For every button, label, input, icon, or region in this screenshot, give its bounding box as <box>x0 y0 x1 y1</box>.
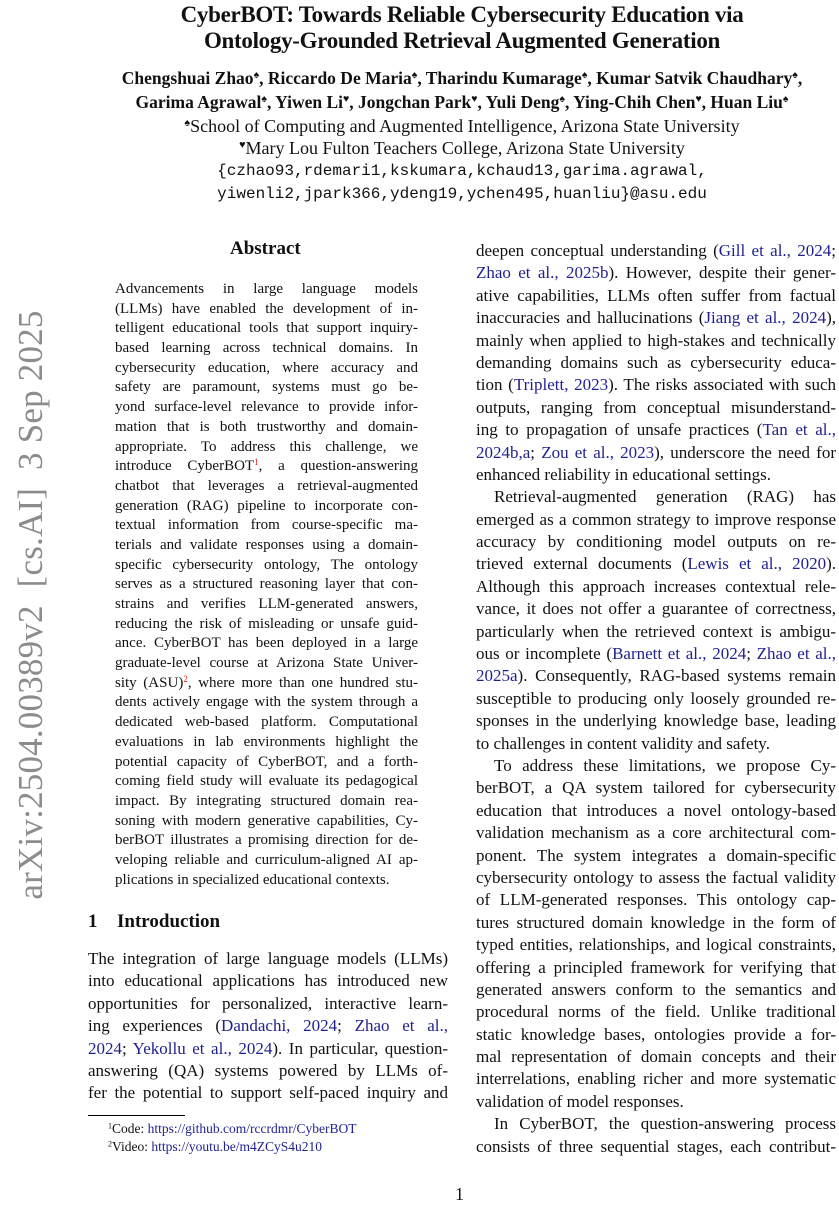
text: ). Consequently, RAG-based systems remain <box>517 666 836 686</box>
citation-link[interactable]: Zhao et al., <box>756 644 836 664</box>
text: education that introduces a novel ontology-based <box>476 800 836 820</box>
author-line-2: Garima Agrawal♠, Yiwen Li♥, Jongchan Park♥, Yuli Deng♠, Ying-Chih Chen♥, Huan Liu♠ <box>135 92 789 112</box>
text: mainly when applied to high-stakes and technically <box>476 330 836 350</box>
text: ; <box>337 1016 355 1036</box>
text: plications in specialized educational contexts. <box>115 871 390 888</box>
text-line <box>115 339 418 359</box>
text-line <box>115 693 418 713</box>
text-line <box>115 595 418 615</box>
text: opportunities for personalized, interactive learn- <box>88 993 448 1013</box>
citation-link[interactable]: 2024 <box>88 1038 122 1058</box>
text: dents actively engage with the system through a <box>115 694 418 711</box>
text-line <box>115 772 418 792</box>
citation-link[interactable]: Dandachi, 2024 <box>221 1016 338 1036</box>
text: validation of model responses. <box>476 1091 684 1111</box>
text: specific cybersecurity ontology, The ontology <box>115 556 418 573</box>
text: answering (QA) systems powered by LLMs of- <box>88 1060 448 1080</box>
author-affiliation-mark: ♠ <box>782 94 789 106</box>
author-name: Huan Liu <box>710 92 783 112</box>
author-name: Chengshuai Zhao <box>121 68 254 88</box>
text: ). <box>826 554 836 574</box>
text: procedural norms of the field. Unlike traditional <box>476 1002 836 1022</box>
text-line <box>476 598 836 620</box>
author-affiliation-mark: ♠ <box>411 70 418 82</box>
citation-link[interactable]: Triplett, 2023 <box>513 375 609 395</box>
text: berBOT, a QA system tailored for cybersecurity <box>476 778 836 798</box>
footnote-divider <box>88 1115 185 1116</box>
page-number: 1 <box>455 1184 464 1204</box>
text-line <box>476 464 836 486</box>
text-line <box>88 970 448 992</box>
text: into educational applications has introduced new <box>88 971 448 991</box>
text: mation that is both trustworthy and domain- <box>115 418 418 435</box>
email-line-2: yiwenli2,jpark366,ydeng19,ychen495,huanliu}@asu.edu <box>217 185 707 203</box>
text: The integration of large language models (LLMs) <box>88 949 448 968</box>
text-line <box>476 912 836 934</box>
text-line <box>476 486 836 508</box>
text: chatbot that leverages a retrieval-augmented <box>115 477 418 494</box>
text-line <box>476 374 836 396</box>
text-line <box>115 634 418 654</box>
text-line <box>88 1038 448 1060</box>
author-affiliation-mark: ♠ <box>792 70 798 82</box>
text-line <box>476 688 836 710</box>
text: offering a principled framework for verifying that <box>476 957 836 977</box>
text: inaccuracies and hallucinations ( <box>476 308 705 328</box>
text-line <box>115 457 418 477</box>
text: based learning across technical domains. In <box>115 340 418 357</box>
text: enhanced reliability in educational settings. <box>476 464 772 484</box>
text: ). The risks associated with such <box>608 375 836 395</box>
text: veloping reliable and curriculum-aligned AI ap- <box>115 851 418 868</box>
text-line <box>115 851 418 871</box>
text-line <box>88 1060 448 1082</box>
text-line <box>476 1001 836 1023</box>
text: mal representation of domain concepts and their <box>476 1047 836 1067</box>
author-name: Garima Agrawal <box>135 92 262 112</box>
text-line <box>115 378 418 398</box>
citation-link[interactable]: Zhao et al., <box>354 1016 448 1036</box>
footnote-code-link[interactable]: https://github.com/rccrdmr/CyberBOT <box>147 1121 357 1136</box>
text-line <box>115 497 418 517</box>
text-line <box>476 330 836 352</box>
affiliation-text: School of Computing and Augmented Intelligence, Arizona State University <box>190 116 740 136</box>
text-line <box>476 509 836 531</box>
text-line <box>115 733 418 753</box>
text: accuracy by conditioning model outputs on re- <box>476 532 836 552</box>
text-line <box>115 280 418 300</box>
text-line <box>115 477 418 497</box>
text: cybersecurity education, where accuracy and <box>115 359 418 376</box>
text-line <box>88 948 448 970</box>
affiliation-2 <box>0 137 839 159</box>
text: berBOT illustrates a promising direction for de- <box>115 832 418 849</box>
affiliation-text: Mary Lou Fulton Teachers College, Arizona State University <box>245 138 685 158</box>
text-line <box>476 710 836 732</box>
text: ), underscore the need for <box>654 442 836 462</box>
text: ; <box>746 644 757 664</box>
text: In CyberBOT, the question-answering process <box>494 1114 836 1134</box>
text: telligent educational tools that support inquiry- <box>115 320 418 337</box>
author-name: Yuli Deng <box>485 92 560 112</box>
text-line <box>476 733 836 755</box>
text-line <box>476 285 836 307</box>
text-line <box>476 307 836 329</box>
footnote-number: 2 <box>108 1139 113 1149</box>
footnote-label: Video: <box>112 1139 152 1154</box>
text: sity (ASU) <box>115 674 184 691</box>
abstract-body <box>115 280 418 890</box>
text-line <box>476 262 836 284</box>
footnote-2 <box>108 1138 322 1156</box>
text: ative capabilities, LLMs often suffer from factual <box>476 285 836 305</box>
text-line <box>476 1136 836 1158</box>
text-line <box>476 240 836 262</box>
affiliation-mark: ♥ <box>239 139 246 152</box>
affiliation-mark: ♠ <box>184 117 191 130</box>
text: vance, it does not offer a guarantee of correctness, <box>476 599 836 619</box>
text-line <box>476 531 836 553</box>
text: ponent. The system integrates a domain-specific <box>476 845 836 865</box>
text-line <box>476 397 836 419</box>
text: Although this approach increases contextual rele- <box>476 576 836 596</box>
text: cybersecurity ontology to assess the factual validity <box>476 867 836 887</box>
text-line <box>115 654 418 674</box>
text-line <box>476 777 836 799</box>
text: consists of three sequential stages, each contribut- <box>476 1136 836 1156</box>
text: strains and verifies LLM-generated answers, <box>115 596 418 612</box>
text-line <box>115 359 418 379</box>
text: soning with modern generative capabilities, Cy- <box>115 812 418 829</box>
author-name: Yiwen Li <box>275 92 343 112</box>
text: Retrieval-augmented generation (RAG) has <box>494 487 836 507</box>
text-line <box>476 576 836 598</box>
text: graduate-level course at Arizona State Univer- <box>115 655 418 672</box>
text: yond surface-level relevance to provide infor- <box>115 399 418 416</box>
text-line <box>476 979 836 1001</box>
text-line <box>115 575 418 595</box>
footnote-number: 1 <box>108 1121 113 1131</box>
text: Advancements in large language models <box>115 281 418 297</box>
footnote-video-link[interactable]: https://youtu.be/m4ZCyS4u210 <box>151 1139 322 1154</box>
citation-link[interactable]: Gill et al., 2024 <box>718 241 832 260</box>
text-line <box>115 674 418 694</box>
text-line <box>476 755 836 777</box>
text: interrelations, enabling richer and more systematic <box>476 1069 836 1089</box>
text-line <box>476 643 836 665</box>
text-line <box>88 993 448 1015</box>
text: potential capacity of CyberBOT, and a forth- <box>115 753 418 770</box>
text-line <box>115 831 418 851</box>
text: ance. CyberBOT has been deployed in a large <box>115 635 418 652</box>
footnote-ref[interactable]: 1 <box>254 457 259 468</box>
text: ). In particular, question- <box>272 1038 448 1058</box>
text: ), <box>826 308 836 328</box>
text: appropriate. To address this challenge, we <box>115 438 418 455</box>
text: of LLM-generated responses. This ontology cap- <box>476 890 836 910</box>
text: sponses in the underlying knowledge base, leading <box>476 711 836 731</box>
text: generation (RAG) pipeline to incorporate con- <box>115 497 418 514</box>
arxiv-stamp: arXiv:2504.00389v2 [cs.AI] 3 Sep 2025 <box>11 310 50 900</box>
text: evaluations in lab environments highlight the <box>115 733 418 750</box>
text: (LLMs) have enabled the development of in- <box>115 300 418 317</box>
email-line-1: {czhao93,rdemari1,kskumara,kchaud13,garima.agrawal, <box>217 162 707 180</box>
text: trieved external documents ( <box>476 554 688 574</box>
text: validation mechanism as a core architectural com- <box>476 823 836 843</box>
author-name: Tharindu Kumarage <box>425 68 582 88</box>
text-line <box>115 300 418 320</box>
text-line <box>476 1068 836 1090</box>
abstract-heading: Abstract <box>230 238 301 259</box>
footnote-label: Code: <box>112 1121 148 1136</box>
citation-link[interactable]: Zou et al., 2023 <box>541 442 655 462</box>
author-affiliation-mark: ♥ <box>695 94 702 106</box>
citation-link[interactable]: Yekollu et al., 2024 <box>132 1038 273 1058</box>
text-line <box>115 516 418 536</box>
author-affiliation-mark: ♠ <box>581 70 588 82</box>
text: introduce CyberBOT <box>115 458 255 475</box>
citation-link[interactable]: Barnett et al., 2024 <box>612 644 747 664</box>
text-line <box>476 889 836 911</box>
text-line <box>476 845 836 867</box>
text-line <box>115 556 418 576</box>
text: impact. By integrating structured domain rea- <box>115 792 418 809</box>
text-line <box>115 615 418 635</box>
text-line <box>476 867 836 889</box>
text: emerged as a common strategy to improve response <box>476 509 836 529</box>
footnote-ref[interactable]: 2 <box>183 673 188 684</box>
text: static knowledge bases, ontologies provide a for- <box>476 1024 836 1044</box>
text: tion ( <box>476 375 514 395</box>
text: terials and validate responses using a domain- <box>115 536 418 553</box>
citation-link[interactable]: Lewis et al., 2020 <box>687 554 827 574</box>
author-line-1: Chengshuai Zhao♠, Riccardo De Maria♠, Tharindu Kumarage♠, Kumar Satvik Chaudhary♠, <box>121 68 803 88</box>
text: ; <box>122 1038 133 1058</box>
text-line <box>115 713 418 733</box>
author-name: Jongchan Park <box>357 92 472 112</box>
introduction-right-column <box>476 240 836 1158</box>
text: ous or incomplete ( <box>476 644 613 664</box>
footnote-1 <box>108 1120 357 1138</box>
text-line <box>476 822 836 844</box>
author-name: Riccardo De Maria <box>267 68 412 88</box>
text-line <box>115 438 418 458</box>
author-name: Ying-Chih Chen <box>573 92 696 112</box>
text-line <box>476 621 836 643</box>
text: generated answers conform to the semantics and <box>476 979 836 999</box>
text: safety are paramount, systems must go be- <box>115 379 418 396</box>
affiliation-1 <box>0 115 839 137</box>
text: demanding domains such as cybersecurity educa- <box>476 352 836 372</box>
text: deepen conceptual understanding ( <box>476 241 719 260</box>
text-line <box>88 1015 448 1037</box>
text: ). However, despite their gener- <box>608 263 836 283</box>
text-line <box>476 665 836 687</box>
author-affiliation-mark: ♠ <box>261 94 267 106</box>
citation-link[interactable]: 2024b,a <box>476 442 531 462</box>
text-line <box>476 800 836 822</box>
text-line <box>476 553 836 575</box>
text-line <box>476 1046 836 1068</box>
text-line <box>115 398 418 418</box>
text: serves as a structured reasoning layer that con- <box>115 576 418 593</box>
author-affiliation-mark: ♥ <box>343 94 350 106</box>
text: To address these limitations, we propose Cy- <box>494 755 836 775</box>
text: ing to propagation of unsafe practices ( <box>476 420 763 440</box>
text-line <box>115 319 418 339</box>
text: particularly when the retrieved context is ambigu- <box>476 621 836 641</box>
text: , where more than one hundred stu- <box>187 674 418 691</box>
text: ; <box>530 442 542 462</box>
paper-title-line-2: Ontology-Grounded Retrieval Augmented Generation <box>203 28 721 53</box>
text: ing experiences ( <box>88 1016 222 1036</box>
text: textual information from course-specific ma- <box>115 517 418 534</box>
text-line <box>115 792 418 812</box>
text-line <box>476 1024 836 1046</box>
text-line <box>115 871 418 891</box>
author-affiliation-mark: ♥ <box>471 94 478 106</box>
text-line <box>115 536 418 556</box>
text-line <box>115 418 418 438</box>
author-affiliation-mark: ♠ <box>559 94 565 106</box>
text-line <box>476 1091 836 1113</box>
section-heading-introduction: Introduction <box>117 911 221 932</box>
text: dedicated web-based platform. Computational <box>115 714 418 731</box>
text-line <box>476 442 836 464</box>
text-line <box>476 957 836 979</box>
text: ; <box>831 241 836 260</box>
citation-link[interactable]: Jiang et al., 2024 <box>704 308 827 328</box>
text-line <box>476 934 836 956</box>
text: tures structured domain knowledge in the form of <box>476 912 836 932</box>
text-line <box>115 812 418 832</box>
text: , a question-answering <box>258 458 418 475</box>
citation-link[interactable]: Tan et al., <box>762 420 836 440</box>
text-line <box>476 352 836 374</box>
text: outputs, ranging from conceptual misunderstand- <box>476 397 836 417</box>
introduction-left-column <box>88 948 448 1105</box>
text: typed entities, relationships, and logical constraints, <box>476 935 836 955</box>
text-line <box>115 753 418 773</box>
text: coming field study will evaluate its pedagogical <box>115 773 418 790</box>
text-line <box>88 1082 448 1104</box>
author-affiliation-mark: ♠ <box>253 70 260 82</box>
text-line <box>476 1113 836 1135</box>
text: reducing the risk of misleading or unsafe guid- <box>115 615 418 632</box>
text-line <box>476 419 836 441</box>
text: to challenges in content validity and safety. <box>476 733 770 753</box>
citation-link[interactable]: Zhao et al., 2025b <box>476 263 609 283</box>
citation-link[interactable]: 2025a <box>476 666 518 686</box>
text: susceptible to producing only loosely grounded re- <box>476 688 836 708</box>
paper-title-line-1: CyberBOT: Towards Reliable Cybersecurity Education via <box>180 2 744 27</box>
text: fer the potential to support self-paced inquiry and <box>88 1083 448 1103</box>
author-name: Kumar Satvik Chaudhary <box>596 68 793 88</box>
section-number: 1 <box>88 911 98 932</box>
